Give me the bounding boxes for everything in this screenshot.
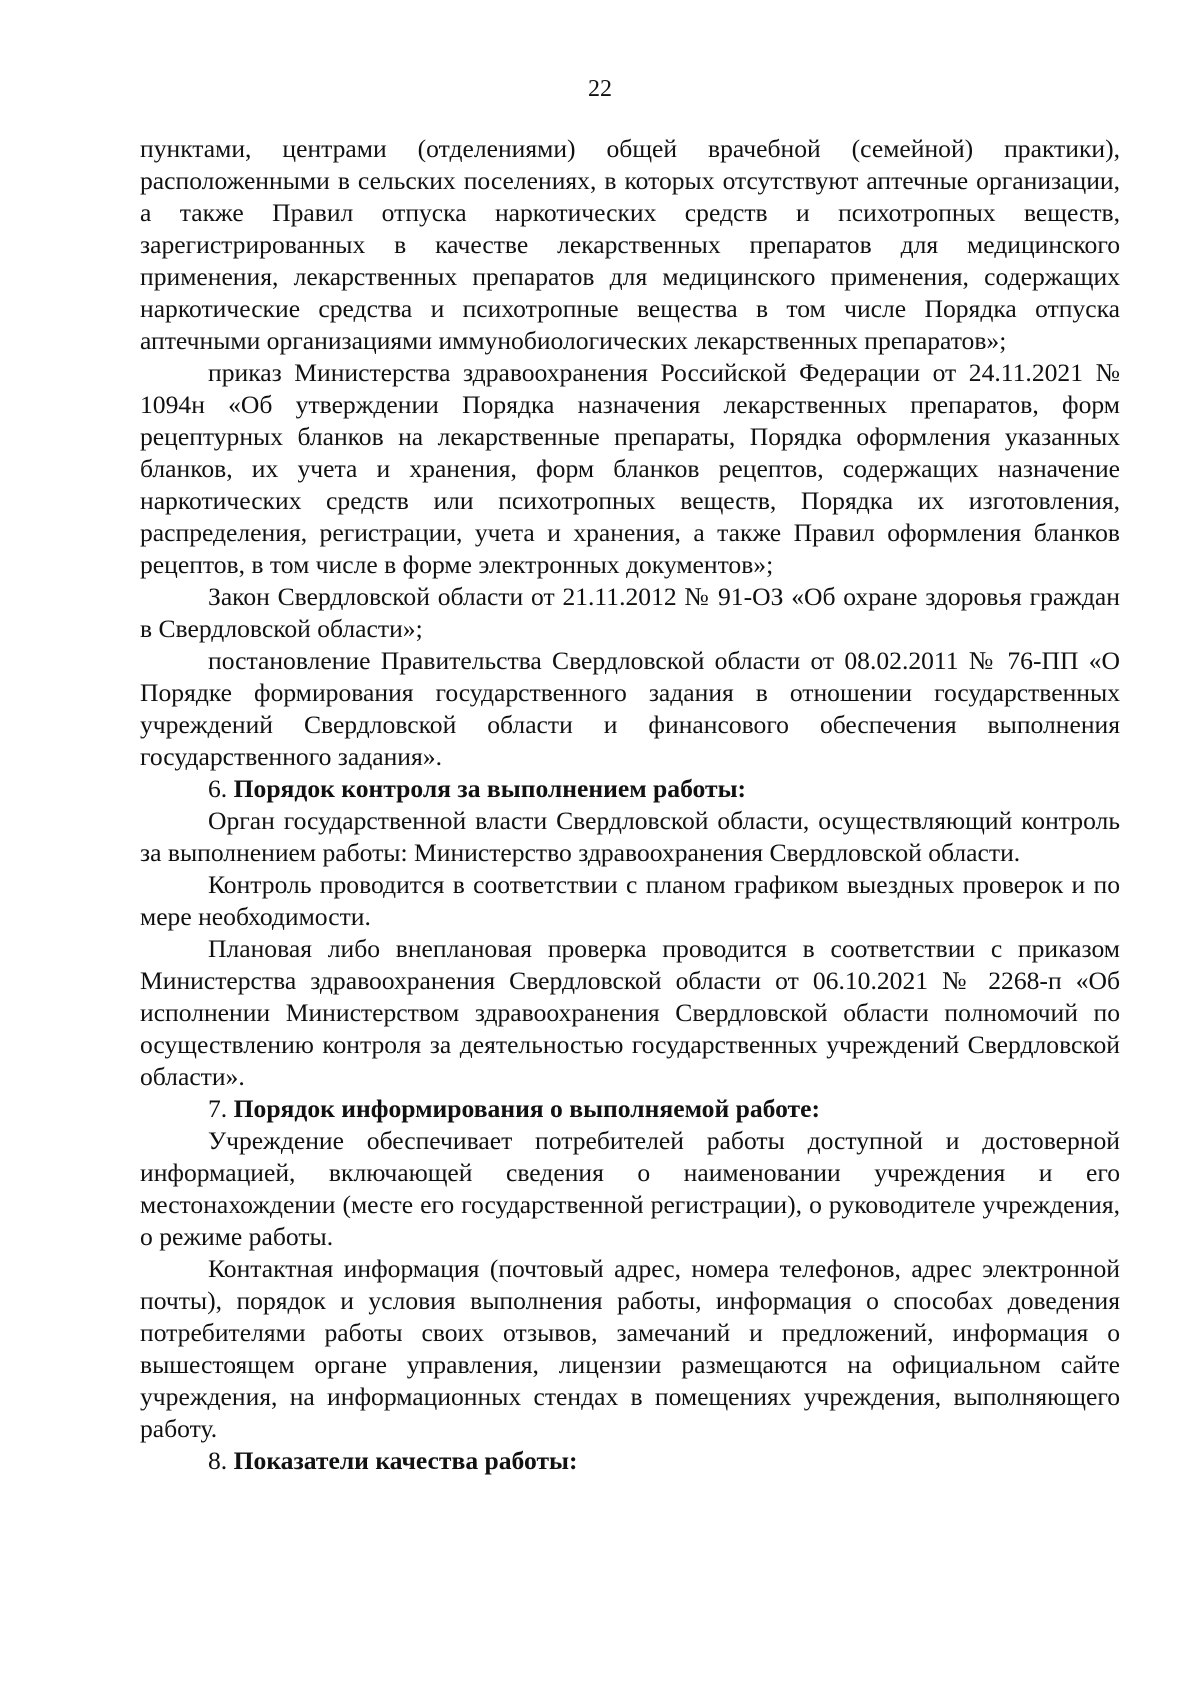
section-6-paragraph-authority: Орган государственной власти Свердловской области, осуществляющий контроль за выполнением работы: Министерство здравоохранения Свердловской области. [140, 806, 1120, 867]
section-6-paragraph-inspection: Плановая либо внеплановая проверка проводится в соответствии с приказом Министерства здравоохранения Свердловской области от 06.10.2021 № 2268-п «Об исполнении Министерством здравоохранения Свердловской области полномочий по осуществлению контроля за деятельностью государственных учреждений Свердловской области». [140, 934, 1120, 1091]
paragraph-order-1094n: приказ Министерства здравоохранения Российской Федерации от 24.11.2021 № 1094н «Об утверждении Порядка назначения лекарственных препаратов, форм рецептурных бланков на лекарственные препараты, Порядка оформления указанных бланков, их учета и хранения, форм бланков рецептов, содержащих назначение наркотических средств или психотропных веществ, Порядка их изготовления, распределения, регистрации, учета и хранения, а также Правил оформления бланков рецептов, в том числе в форме электронных документов»; [140, 358, 1120, 579]
section-6-paragraph-schedule: Контроль проводится в соответствии с планом графиком выездных проверок и по мере необходимости. [140, 870, 1120, 931]
section-8-number: 8. [208, 1446, 228, 1475]
section-6-number: 6. [208, 774, 228, 803]
section-8-title: Показатели качества работы: [233, 1446, 578, 1475]
section-7-heading [140, 1093, 1120, 1125]
section-8-heading [140, 1445, 1120, 1477]
section-6-heading [140, 773, 1120, 805]
section-7-number: 7. [208, 1094, 228, 1123]
paragraph-law-91-oz: Закон Свердловской области от 21.11.2012 № 91-ОЗ «Об охране здоровья граждан в Свердловской области»; [140, 582, 1120, 643]
section-7-paragraph-contacts: Контактная информация (почтовый адрес, номера телефонов, адрес электронной почты), порядок и условия выполнения работы, информация о способах доведения потребителями работы своих отзывов, замечаний и предложений, информация о вышестоящем органе управления, лицензии размещаются на официальном сайте учреждения, на информационных стендах в помещениях учреждения, выполняющего работу. [140, 1254, 1120, 1443]
section-7-paragraph-information: Учреждение обеспечивает потребителей работы доступной и достоверной информацией, включающей сведения о наименовании учреждения и его местонахождении (месте его государственной регистрации), о руководителе учреждения, о режиме работы. [140, 1126, 1120, 1251]
section-7-title: Порядок информирования о выполняемой работе: [233, 1094, 821, 1123]
paragraph-resolution-76-pp: постановление Правительства Свердловской области от 08.02.2011 № 76-ПП «О Порядке формирования государственного задания в отношении государственных учреждений Свердловской области и финансового обеспечения выполнения государственного задания». [140, 646, 1120, 771]
document-body [140, 133, 1120, 1477]
paragraph-continuation: пунктами, центрами (отделениями) общей врачебной (семейной) практики), расположенными в сельских поселениях, в которых отсутствуют аптечные организации, а также Правил отпуска наркотических средств и психотропных веществ, зарегистрированных в качестве лекарственных препаратов для медицинского применения, лекарственных препаратов для медицинского применения, содержащих наркотические средства и психотропные вещества в том числе Порядка отпуска аптечными организациями иммунобиологических лекарственных препаратов»; [140, 134, 1120, 355]
section-6-title: Порядок контроля за выполнением работы: [233, 774, 747, 803]
page-number: 22 [588, 76, 612, 102]
